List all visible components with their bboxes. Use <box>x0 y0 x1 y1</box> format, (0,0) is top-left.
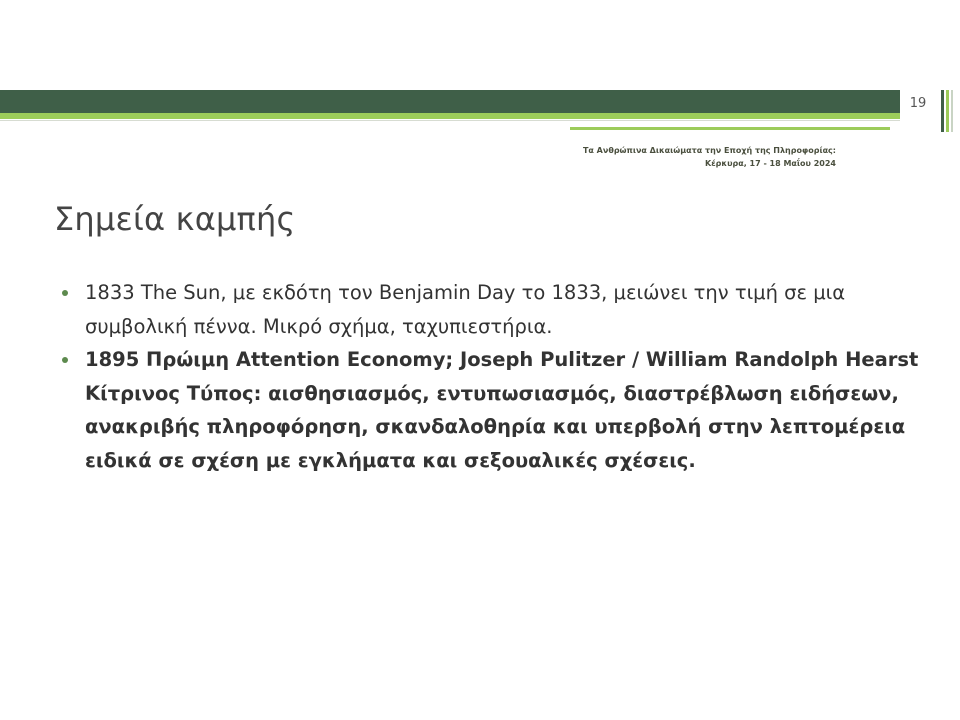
header-accent-line <box>570 127 890 130</box>
bullet-item-2 <box>62 343 922 477</box>
bullet-text-1: 1833 The Sun, με εκδότη τον Benjamin Day το 1833, μειώνει την τιμή σε μια συμβολική πέννα. Μικρό σχήμα, ταχυπιεστήρια. <box>85 281 846 338</box>
edge-bar-gray <box>951 90 953 132</box>
bullet-list <box>62 276 922 477</box>
bullet-dot-icon <box>62 290 68 296</box>
header-band-dark <box>0 90 900 113</box>
header-band-light <box>0 113 900 119</box>
edge-bar-light <box>946 90 949 132</box>
bullet-dot-icon <box>62 357 68 363</box>
bullet-text-2a: 1895 Πρώιμη Attention Economy; Joseph Pulitzer / William Randolph Hearst <box>85 348 919 371</box>
bullet-item-1 <box>62 276 922 343</box>
slide-footer <box>583 144 836 170</box>
footer-line-2: Κέρκυρα, 17 - 18 Μαΐου 2024 <box>705 159 836 168</box>
page-number: 19 <box>909 96 927 111</box>
header-divider-line <box>0 120 900 121</box>
edge-bar-dark <box>941 90 944 132</box>
slide-title: Σημεία καμπής <box>54 200 296 238</box>
bullet-text-2b: Κίτρινος Τύπος: αισθησιασμός, εντυπωσιασμός, διαστρέβλωση ειδήσεων, ανακριβής πληροφόρηση, σκανδαλοθηρία και υπερβολή στην λεπτομέρεια ειδικά σε σχέση με εγκλήματα και σεξουαλικές σχέσεις. <box>85 381 906 472</box>
footer-line-1: Τα Ανθρώπινα Δικαιώματα την Εποχή της Πληροφορίας: <box>582 146 836 155</box>
